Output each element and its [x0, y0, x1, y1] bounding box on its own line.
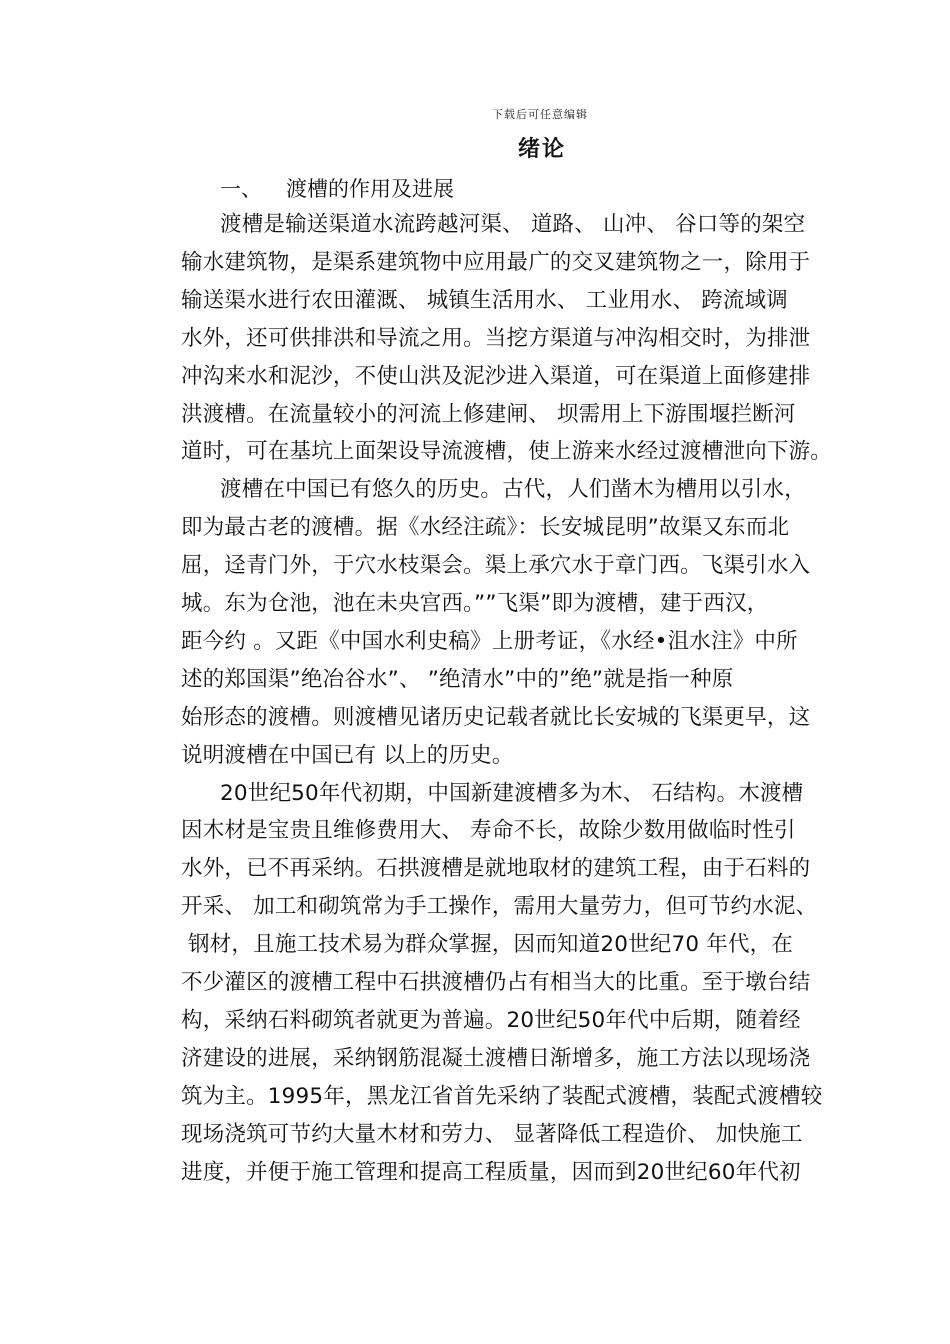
text-line: 输水建筑物，是渠系建筑物中应用最广的交叉建筑物之一，除用于 — [181, 249, 811, 275]
text-line: 水外，还可供排洪和导流之用。当挖方渠道与冲沟相交时，为排泄 — [181, 325, 811, 351]
text-line: 屈，迳青门外，于穴水枝渠会。渠上承穴水于章门西。飞渠引水入 — [181, 553, 811, 579]
text-line: 始形态的渡槽。则渡槽见诸历史记载者就比长安城的飞渠更早，这 — [181, 704, 811, 730]
text-line: 开采、 加工和砌筑常为手工操作，需用大量劳力，但可节约水泥、 — [181, 894, 818, 920]
text-line: 筑为主。1995年，黑龙江省首先采纳了装配式渡槽，装配式渡槽较 — [181, 1083, 823, 1109]
section-heading-text: 渡槽的作用及进展 — [286, 177, 454, 201]
text-line: 不少灌区的渡槽工程中石拱渡槽仍占有相当大的比重。至于墩台结 — [181, 970, 811, 995]
text-line: 即为最古老的渡槽。据《水经注疏》：长安城昆明”故渠又东而北 — [181, 515, 790, 541]
text-line: 渡槽是输送渠道水流跨越河渠、 道路、 山冲、 谷口等的架空 — [220, 212, 806, 237]
text-line: 说明渡槽在中国已有 以上的历史。 — [181, 742, 514, 768]
document-title: 绪论 — [517, 137, 566, 162]
text-line: 道时，可在基坑上面架设导流渡槽，使上游来水经过渡槽泄向下游。 — [181, 439, 833, 465]
text-line: 因木材是宝贵且维修费用大、 寿命不长，故除少数用做临时性引 — [181, 818, 796, 844]
section-heading — [220, 174, 454, 204]
text-line: 构，采纳石料砌筑者就更为普遍。20世纪50年代中后期，随着经 — [181, 1007, 801, 1033]
text-line: 输送渠水进行农田灌溉、 城镇生活用水、 工业用水、 跨流域调 — [181, 287, 789, 313]
text-line: 城。东为仓池，池在未央宫西。””飞渠”即为渡槽，建于西汉， — [181, 591, 769, 616]
section-number: 一、 — [220, 177, 262, 201]
text-line: 水外，已不再采纳。石拱渡槽是就地取材的建筑工程，由于石料的 — [181, 856, 811, 882]
text-line: 述的郑国渠”绝冶谷水”、 ”绝清水”中的”绝”就是指一种原 — [181, 666, 734, 692]
header-note: 下载后可任意编辑 — [492, 108, 588, 121]
text-line: 济建设的进展，采纳钢筋混凝土渡槽日渐增多，施工方法以现场浇 — [181, 1045, 811, 1071]
text-line: 钢材，且施工技术易为群众掌握，因而知道20世纪70 年代，在 — [181, 932, 794, 958]
text-line: 渡槽在中国已有悠久的历史。古代，人们凿木为槽用以引水， — [220, 477, 806, 503]
text-line: 现场浇筑可节约大量木材和劳力、 显著降低工程造价、 加快施工 — [181, 1121, 803, 1147]
text-line: 20世纪50年代初期，中国新建渡槽多为木、 石结构。木渡槽 — [220, 780, 804, 806]
text-line: 进度，并便于施工管理和提高工程质量，因而到20世纪60年代初 — [181, 1159, 801, 1185]
text-line: 冲沟来水和泥沙，不使山洪及泥沙进入渠道，可在渠道上面修建排 — [181, 363, 811, 389]
text-line: 距今约 。又距《中国水利史稿》上册考证，《水经•沮水注》中所 — [181, 628, 798, 654]
text-line: 洪渡槽。在流量较小的河流上修建闸、 坝需用上下游围堰拦断河 — [181, 401, 796, 427]
